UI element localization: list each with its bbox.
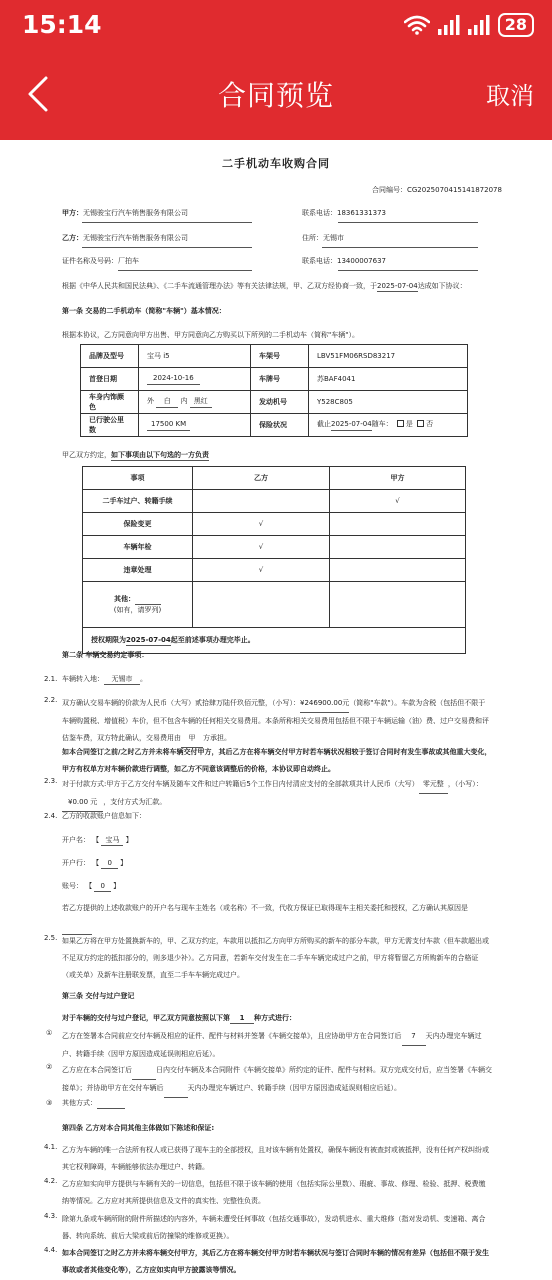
option-2: 乙方应在本合同签订后 日内交付车辆及本合同附件《车辆交接单》所约定的证件、配件与材料。双方完成交付后，应当签署《车辆交接单》；并协助甲方在交付车辆后 天内办理完车辆过户、转籍手续（因甲方原因造成延误则相应后延）。 — [62, 1062, 492, 1098]
article-4-title: 第四条 乙方对本合同其他主体做如下陈述和保证: — [62, 1124, 215, 1132]
article-2-title: 第二条 车辆交易约定事项： — [62, 651, 149, 659]
account-bank: 开户行： 【 0 】 — [62, 858, 127, 869]
account-mismatch-clause: 若乙方提供的上述收款账户的开户名与现车主姓名（或名称）不一致，代收方保证已取得现车主相关委托和授权，乙方确认其原因是 — [62, 900, 492, 935]
party-b: 乙方：无锡骏宝行汽车销售服务有限公司 — [62, 234, 188, 242]
article-3-title: 第三条 交付与过户登记 — [62, 992, 135, 1000]
option-1: 乙方在签署本合同前应交付车辆及相应的证件、配件与材料并签署《车辆交接单》，且应协助甲方在合同签订后 7 天内办理完车辆过户、转籍手续（因甲方原因造成延误则相应后延）。 — [62, 1028, 492, 1063]
section-2-2: 双方确认交易车辆的价款为人民币（大写）贰拾肆万陆仟玖佰元整，（小写）：¥246900.00元（简称"车款"）。车款为含税（包括但不限于车辆购置税、增值税）车价，但不包含车辆的任何相关交易费用。本条所称相关交易费用包括但不限于车辆运输（油）费、过户交易费和评估鉴车费，双方特此确认，交易费用由 甲 方承担。 — [62, 695, 492, 748]
section-4-1: 乙方为车辆的唯一合法所有权人或已获得了现车主的全部授权，且对该车辆有处置权，确保车辆没有被查封或被抵押，没有任何产权纠纷或其它权利障碍，车辆能够依法办理过户、转籍。 — [62, 1146, 489, 1171]
section-4-2: 乙方应如实向甲方提供与车辆有关的一切信息，包括但不限于该车辆的使用（包括实际公里数）、瑕疵、事故、修理、检验、抵押、税费缴纳等情况。乙方应对其所提供信息及文件的真实性、完整性负责。 — [62, 1180, 486, 1205]
section-4-3: 除第九条或车辆所附的附件所描述的内容外，车辆未遭受任何事故（包括交通事故），发动机进水、重大维修（指对发动机、变速箱、离合器、转向系统、前后大梁或前后防撞梁的维修或更换）。 — [62, 1215, 486, 1240]
page-title: 合同预览 — [217, 79, 334, 112]
account-name: 开户名： 【 宝马 】 — [62, 835, 133, 846]
account-number: 账号： 【 0 】 — [62, 881, 120, 892]
cancel-button[interactable]: 取消 — [486, 82, 534, 110]
signal-icon — [438, 15, 460, 35]
battery-icon: 28 — [498, 13, 534, 37]
article-1-title: 第一条 交易的二手机动车（简称"车辆"）基本情况： — [62, 307, 226, 315]
article-3-intro: 对于车辆的交付与过户登记，甲乙双方同意按照以下第 1 种方式进行： — [62, 1013, 296, 1024]
contract-document[interactable]: 二手机动车收购合同 合同编号：CG2025070415141872078 甲方：无锡骏宝行汽车销售服务有限公司 联系电话：18361331373 乙方：无锡骏宝行汽车销售服务有限公司 住所：无锡市 证件名称及号码：厂拍车 联系电话：13400007637 根据《中华人民共和国民法典》、《二手车流通管理办法》等有关法律法规，甲、乙双方经协商一致，于2025-07-04达成如下协议： 第一条 交易的二手机动车（简称"车辆"）基本情况： 根据本协议，乙方同意向甲方出售、甲方同意向乙方购买以下所列的二手机动车（简称"车辆"）。 品牌及型号 宝马 i5 车架号 LBV51FM06RSD83217 首登日期 2024-10-16 车牌号 苏BAF4041 车身内饰颜色 外 白 内 黑红 发动机号 Y528C805 已行驶公里数 17500 KM 保险状况 截止2025-07-04随车： 是 否 甲乙双方约定，如下事项由以下句选的一方负责 事项 乙方 甲方 二手车过户、转籍手续 √ 保险变更 √ 车辆年检 √ 违章处理 √ 其他： (如有，请罗列) 授权期限为2025-07-04起至前述事项办理完毕止。 第二条 车辆交易约定事项： 2.1. 车辆转入地： 无锡市 。 2.2. 双方确认交易车辆的价款为人民币（大写）贰拾肆万陆仟玖佰元整，（小写）：¥246900.00元（简称"车款"）。车款为含税（包括但不限于车辆购置税、增值税）车价，但不包含车辆的任何相关交易费用。本条所称相关交易费用包括但不限于车辆运输（油）费、过户交易费和评估鉴车费，双方特此确认，交易费用由 甲 方承担。 如本合同签订之前/之时乙方并未将车辆交付甲方，其后乙方在将车辆交付甲方时若车辆状况相较于签订合同时有发生事故或其他重大变化，甲方有权单方对车辆价款进行调整，如乙方不同意该调整后的价格，本协议即自动终止。 2.3. 对于付款方式:甲方于乙方交付车辆及随车文件和过户转籍后5个工作日内付清应支付的全部款项共计人民币（大写） 零元整 ，（小写）：¥0.00 元 ，支付方式为汇款。 2.4. 乙方的收款账户信息如下： 开户名： 【 宝马 】 开户行： 【 0 】 账号： 【 0 】 若乙方提供的上述收款账户的开户名与现车主姓名（或名称）不一致，代收方保证已取得现车主相关委托和授权，乙方确认其原因是 2.5. 如果乙方将在甲方处置换新车的，甲、乙双方约定，车款用以抵扣乙方向甲方所购买的新车的部分车款，甲方无需支付车款（但车款超出或不足双方约定的抵扣部分的，则多退少补）。乙方同意，若新车交付发生在二手车车辆完成过户之前，甲方将暂留乙方所购新车的合格证（或关单）及新车注册联发票，直至二手车车辆完成过户。 第三条 交付与过户登记 对于车辆的交付与过户登记，甲乙双方同意按照以下第 1 种方式进行： ① 乙方在签署本合同前应交付车辆及相应的证件、配件与材料并签署《车辆交接单》，且应协助甲方在合同签订后 7 天内办理完车辆过户、转籍手续（因甲方原因造成延误则相应后延）。 ② 乙方应在本合同签订后 日内交付车辆及本合同附件《车辆交接单》所约定的证件、配件与材料。双方完成交付后，应当签署《车辆交接单》；并协助甲方在交付车辆后 天内办理完车辆过户、转籍手续（因甲方原因造成延误则相应后延）。 ③ 其他方式： 第四条 乙方对本合同其他主体做如下陈述和保证: 4.1. 乙方为车辆的唯一合法所有权人或已获得了现车主的全部授权，且对该车辆有处置权，确保车辆没有被查封或被抵押，没有任何产权纠纷或其它权利障碍，车辆能够依法办理过户、转籍。 4.2. 乙方应如实向甲方提供与车辆有关的一切信息，包括但不限于该车辆的使用（包括实际公里数）、瑕疵、事故、修理、检验、抵押、税费缴纳等情况。乙方应对其所提供信息及文件的真实性、完整性负责。 4.3. 除第九条或车辆所附的附件所描述的内容外，车辆未遭受任何事故（包括交通事故），发动机进水、重大维修（指对发动机、变速箱、离合器、转向系统、前后大梁或前后防撞梁的维修或更换）。 4.4. 如本合同签订之时乙方并未将车辆交付甲方，其后乙方在将车辆交付甲方时若车辆状况与签订合同时车辆的情况有差异（包括但不限于发生事故或者其他变化等），乙方应如实向甲方披露该等情况。 — [0, 140, 552, 1280]
insurance-yes-checkbox[interactable] — [397, 420, 404, 427]
party-a: 甲方：无锡骏宝行汽车销售服务有限公司 — [62, 209, 188, 217]
section-4-4: 如本合同签订之时乙方并未将车辆交付甲方，其后乙方在将车辆交付甲方时若车辆状况与签订合同时车辆的情况有差异（包括但不限于发生事故或者其他变化等），乙方应如实向甲方披露该等情况。 — [62, 1249, 489, 1274]
contract-number: 合同编号：CG2025070415141872078 — [372, 186, 502, 194]
responsibility-intro: 甲乙双方约定，如下事项由以下句选的一方负责 — [62, 450, 209, 461]
responsibility-table: 事项 乙方 甲方 二手车过户、转籍手续 √ 保险变更 √ 车辆年检 √ 违章处理 √ 其他： (如有，请罗列) 授权期限为2025-07-04起至前述事项办理完毕止。 — [82, 466, 466, 654]
table-row: 二手车过户、转籍手续 √ — [83, 490, 466, 513]
article-1-intro: 根据本协议，乙方同意向甲方出售、甲方同意向乙方购买以下所列的二手机动车（简称"车辆"）。 — [62, 331, 359, 339]
status-icons — [404, 12, 534, 38]
table-row: 违章处理 √ — [83, 559, 466, 582]
back-arrow-icon[interactable] — [20, 72, 64, 116]
intro-text: 根据《中华人民共和国民法典》、《二手车流通管理办法》等有关法律法规，甲、乙双方经协商一致，于2025-07-04达成如下协议： — [62, 281, 467, 292]
contract-title: 二手机动车收购合同 — [222, 157, 330, 170]
table-row: 保险变更 √ — [83, 513, 466, 536]
vehicle-table: 品牌及型号 宝马 i5 车架号 LBV51FM06RSD83217 首登日期 2024-10-16 车牌号 苏BAF4041 车身内饰颜色 外 白 内 黑红 发动机号 Y528C805 已行驶公里数 17500 KM 保险状况 截止2025-07-04随车： 是 否 — [80, 344, 468, 437]
section-2-4: 乙方的收款账户信息如下： — [62, 812, 146, 820]
section-2-1: 车辆转入地： 无锡市 。 — [62, 674, 147, 685]
insurance-no-checkbox[interactable] — [417, 420, 424, 427]
table-row: 车辆年检 √ — [83, 536, 466, 559]
party-a-phone: 联系电话：18361331373 — [302, 209, 386, 217]
party-b-id: 证件名称及号码：厂拍车 — [62, 257, 139, 265]
table-row: 其他： (如有，请罗列) — [83, 582, 466, 628]
party-b-phone: 联系电话：13400007637 — [302, 257, 386, 265]
section-2-3: 对于付款方式:甲方于乙方交付车辆及随车文件和过户转籍后5个工作日内付清应支付的全部款项共计人民币（大写） 零元整 ，（小写）：¥0.00 元 ，支付方式为汇款。 — [62, 776, 492, 812]
signal-icon-2 — [468, 15, 490, 35]
status-time: 15:14 — [22, 10, 102, 39]
party-b-address: 住所：无锡市 — [302, 234, 344, 242]
section-2-5: 如果乙方将在甲方处置换新车的，甲、乙双方约定，车款用以抵扣乙方向甲方所购买的新车的部分车款，甲方无需支付车款（但车款超出或不足双方约定的抵扣部分的，则多退少补）。乙方同意，若新车交付发生在二手车车辆完成过户之前，甲方将暂留乙方所购新车的合格证（或关单）及新车注册联发票，直至二手车车辆完成过户。 — [62, 937, 489, 979]
status-bar — [0, 0, 552, 50]
app-bar — [0, 50, 552, 140]
price-adjustment-clause: 如本合同签订之前/之时乙方并未将车辆交付甲方，其后乙方在将车辆交付甲方时若车辆状况相较于签订合同时有发生事故或其他重大变化，甲方有权单方对车辆价款进行调整，如乙方不同意该调整后的价格，本协议即自动终止。 — [62, 748, 492, 773]
wifi-icon — [404, 15, 430, 35]
option-3: 其他方式： — [62, 1098, 125, 1109]
